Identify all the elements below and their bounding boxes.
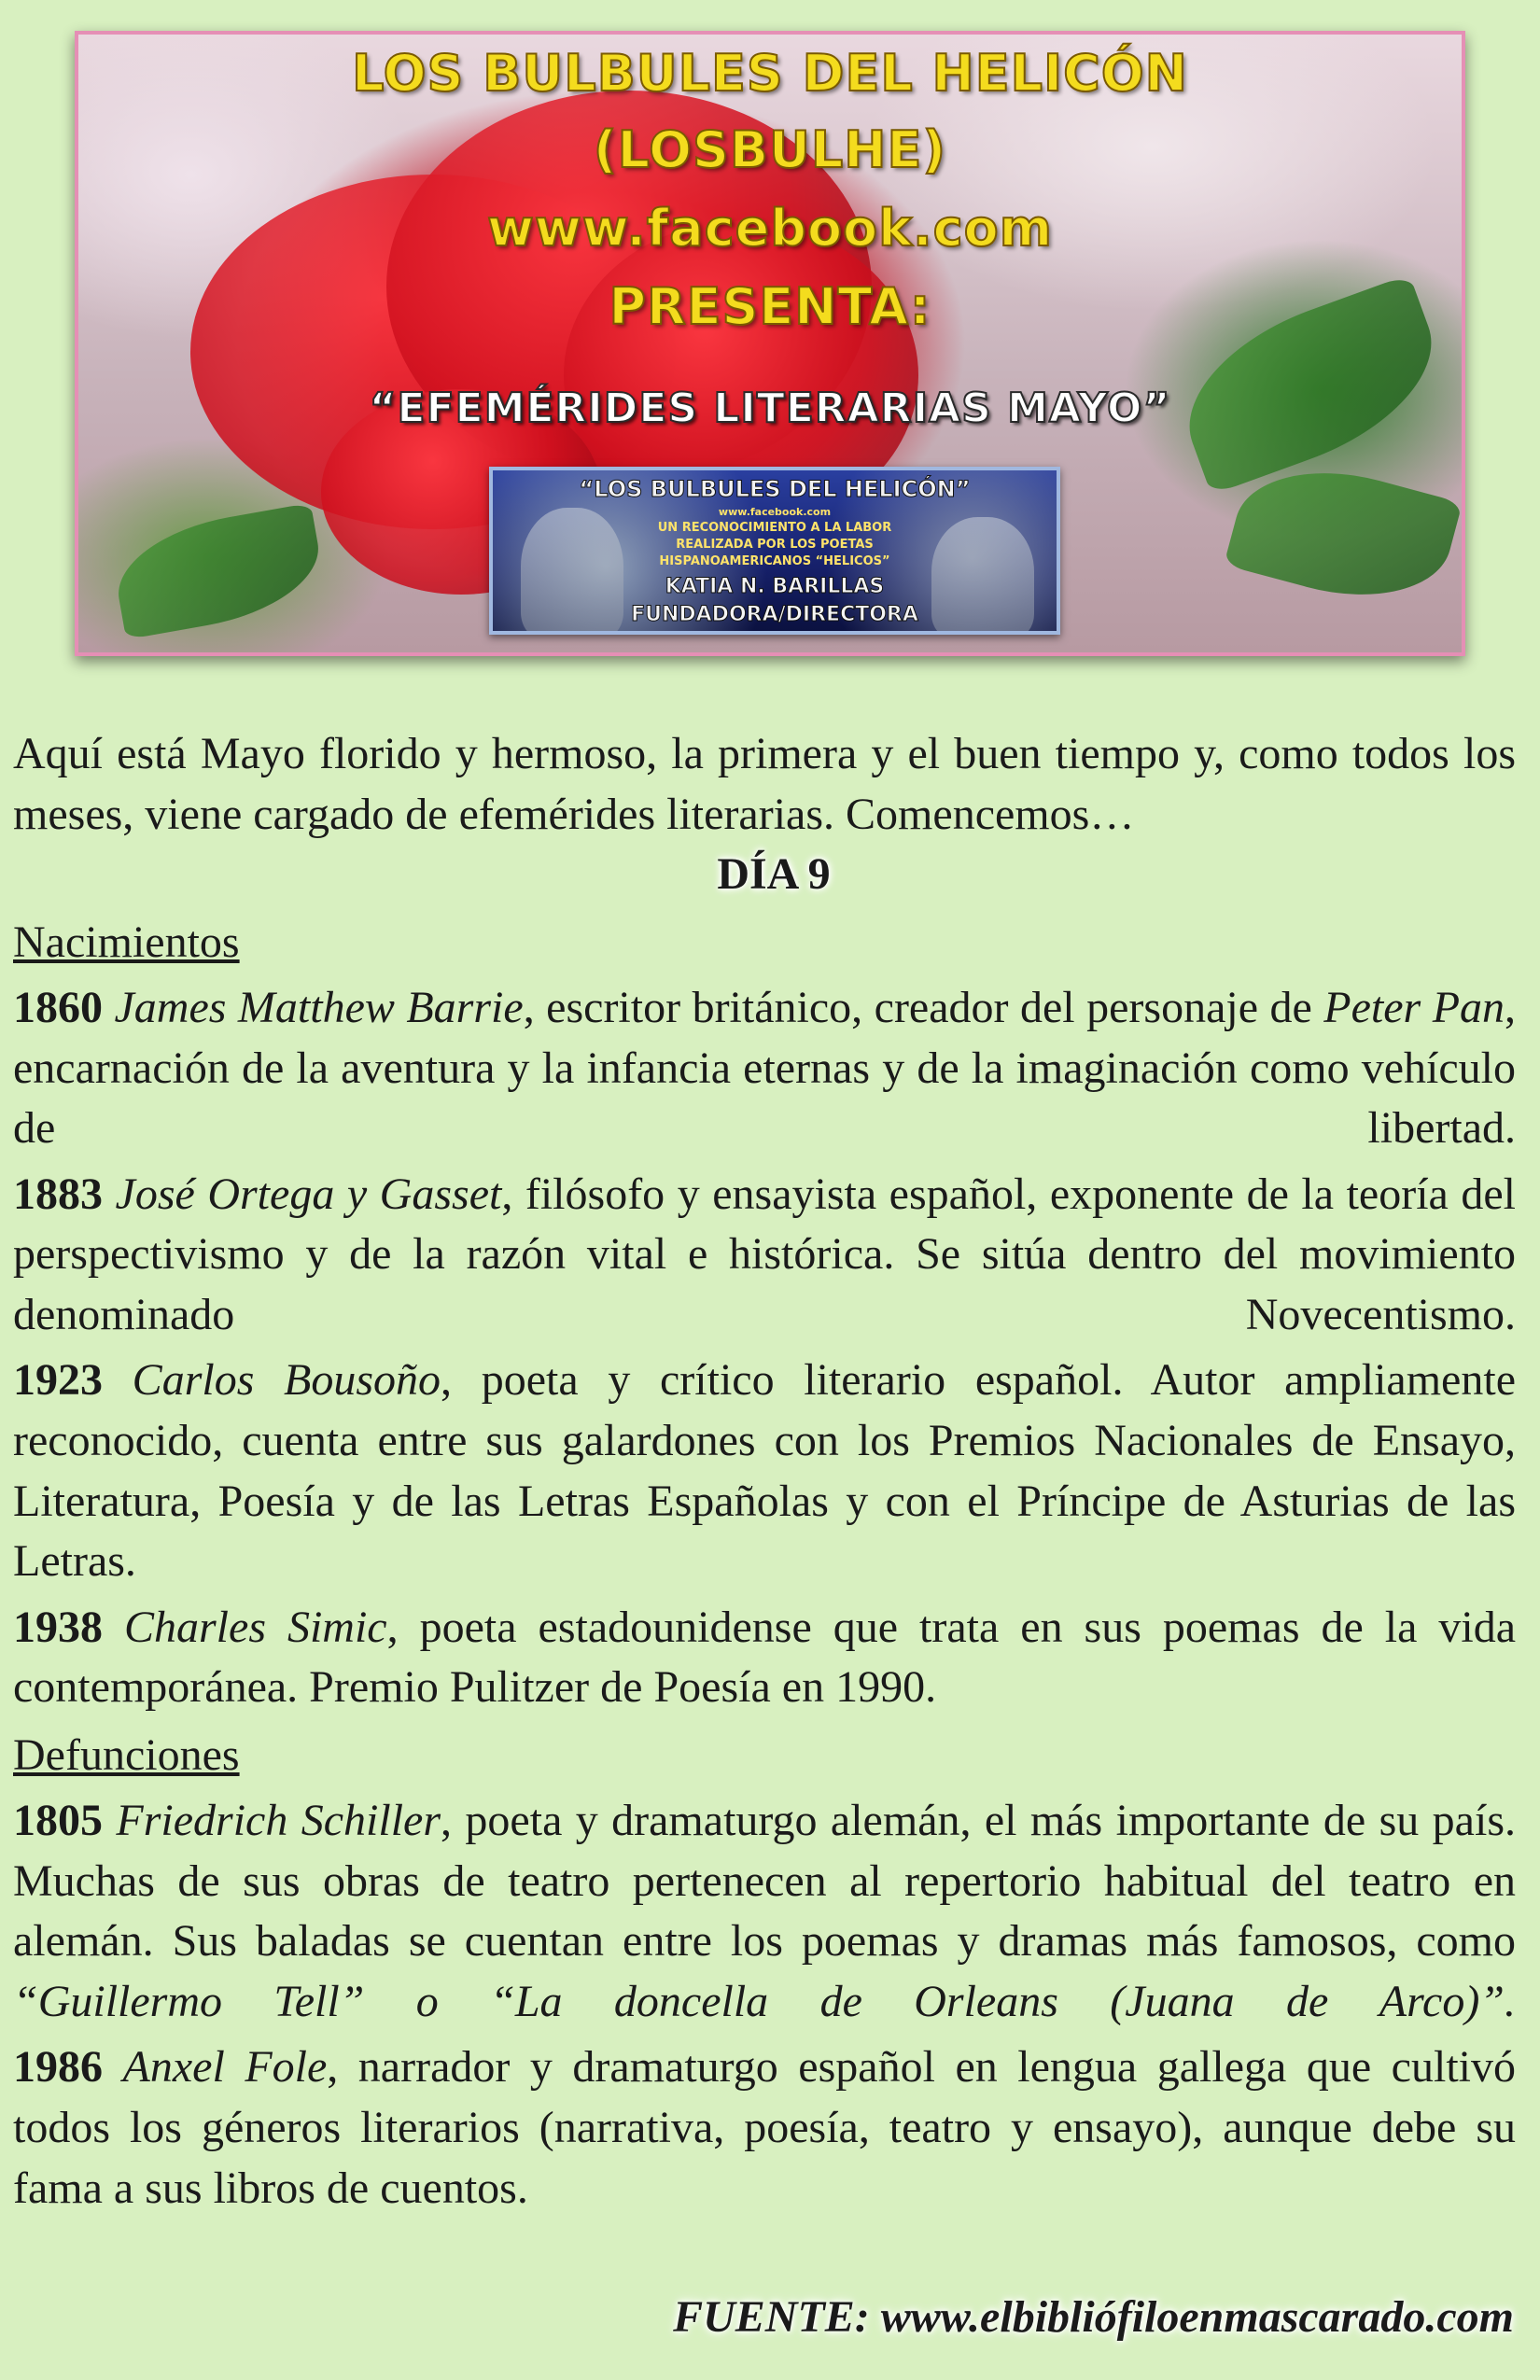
- badge-url: www.facebook.com: [718, 506, 832, 518]
- intro-paragraph: Aquí está Mayo florido y hermoso, la primera y el buen tiempo y, como todos los meses, viene cargado de efemérides literarias. Comencemos…: [13, 729, 1516, 839]
- banner-acronym: (LOSBULHE): [593, 120, 947, 179]
- source-credit: FUENTE: www.elbibliófiloenmascarado.com: [673, 2292, 1514, 2342]
- entry-year: 1938: [13, 1602, 103, 1652]
- birth-entry-1938: [13, 1598, 1516, 1718]
- birth-entry-1923: [13, 1351, 1516, 1591]
- entry-name: Carlos Bousoño: [132, 1355, 441, 1406]
- birth-entry-1860: [13, 978, 1516, 1159]
- birth-entry-1883: [13, 1165, 1516, 1346]
- entry-year: 1860: [13, 983, 103, 1033]
- death-entry-1986: [13, 2037, 1516, 2219]
- entry-text: , poeta estadounidense que trata en sus poemas de la vida contemporánea. Premio Pulitzer de Poesía en 1990.: [13, 1602, 1517, 1713]
- entry-text: , poeta y crítico literario español. Autor ampliamente reconocido, cuenta entre sus galardones con los Premios Nacionales de Ensayo, Literatura, Poesía y de las Letras Españolas y con el Príncipe de Asturias de las Letras.: [13, 1355, 1517, 1587]
- entry-name: James Matthew Barrie: [114, 983, 524, 1033]
- leaf-decoration: [108, 503, 329, 640]
- births-section-title: Nacimientos: [13, 917, 240, 967]
- entry-text: , escritor británico, creador del personaje de: [523, 983, 1324, 1033]
- banner-website: www.facebook.com: [487, 199, 1053, 258]
- banner-subtitle: “EFEMÉRIDES LITERARIAS MAYO”: [369, 385, 1171, 432]
- badge-text-line: REALIZADA POR LOS POETAS: [676, 538, 874, 552]
- badge-founder: KATIA N. BARILLAS: [665, 575, 885, 598]
- entry-text: , filósofo y ensayista español, exponente de la teoría del perspectivismo y de la razón vital e histórica. Se sitúa dentro del movimiento denominado Novecentismo.: [13, 1169, 1517, 1339]
- entry-year: 1986: [13, 2042, 103, 2093]
- entry-name: Charles Simic: [123, 1602, 387, 1652]
- banner-presenta: PRESENTA:: [609, 277, 931, 336]
- badge-title: “LOS BULBULES DEL HELICÓN”: [579, 476, 971, 502]
- entry-text: , encarnación de la aventura y la infancia eternas y de la imaginación como vehículo de libertad.: [13, 983, 1517, 1154]
- badge-text-line: UN RECONOCIMIENTO A LA LABOR: [657, 521, 892, 535]
- entry-name: Friedrich Schiller: [116, 1796, 441, 1846]
- entry-work-title: “Guillermo Tell” o “La doncella de Orleans (Juana de Arco)”.: [13, 1976, 1516, 2026]
- entry-name: José Ortega y Gasset: [115, 1169, 502, 1219]
- badge-role: FUNDADORA/DIRECTORA: [631, 603, 918, 626]
- death-entry-1805: [13, 1791, 1516, 2032]
- banner-title: LOS BULBULES DEL HELICÓN: [352, 44, 1188, 103]
- article-body: [13, 724, 1516, 2219]
- deaths-section-title: Defunciones: [13, 1729, 240, 1780]
- header-banner: [75, 31, 1465, 656]
- entry-year: 1923: [13, 1355, 103, 1406]
- entry-work-title: Peter Pan: [1323, 983, 1505, 1033]
- entry-year: 1805: [13, 1796, 103, 1846]
- badge-text-line: HISPANOAMERICANOS “HELICOS”: [659, 554, 890, 568]
- day-heading: DÍA 9: [717, 849, 831, 900]
- entry-year: 1883: [13, 1169, 103, 1219]
- entry-name: Anxel Fole: [122, 2042, 328, 2093]
- group-badge: [489, 467, 1060, 635]
- entry-text: , poeta y dramaturgo alemán, el más importante de su país. Muchas de sus obras de teatro pertenecen al repertorio habitual del teatro en alemán. Sus baladas se cuentan entre los poemas y dramas más famosos, como: [13, 1796, 1517, 1967]
- entry-text: , narrador y dramaturgo español en lengua gallega que cultivó todos los géneros literarios (narrativa, poesía, teatro y ensayo), aunque debe su fama a sus libros de cuentos.: [13, 2042, 1516, 2213]
